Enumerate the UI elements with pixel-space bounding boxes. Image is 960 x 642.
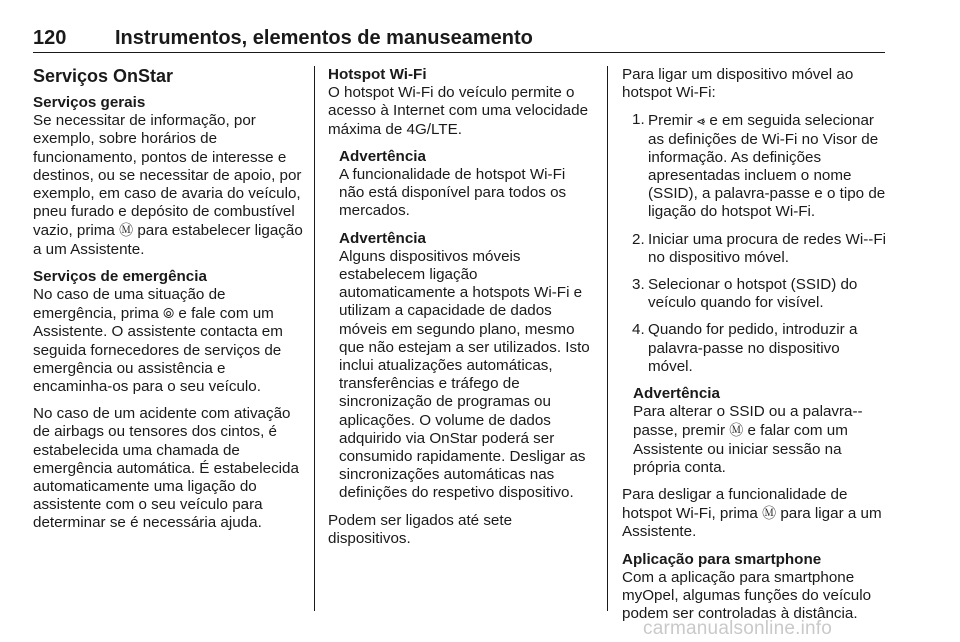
accident-text: No caso de um acidente com ativação de airbags ou tensores dos cintos, é estabelecida uma chamada de emergência automática. É estabelecida automaticamente uma ligação do assistente com o seu veículo para determinar se é necessária ajuda. [33, 405, 299, 532]
note-title: Advertência [633, 385, 720, 403]
page-title: Instrumentos, elementos de manuseamento [115, 27, 533, 49]
note-title: Advertência [339, 229, 426, 247]
emergency-services-heading: Serviços de emergência [33, 267, 207, 285]
page-number: 120 [33, 27, 67, 49]
watermark: carmanualsonline.info [643, 618, 833, 639]
hotspot-heading: Hotspot Wi-Fi [328, 66, 427, 83]
note-hotspot-availability [339, 148, 590, 221]
list-item: 3. Selecionar o hotspot (SSID) do veículo quando for visível. [632, 276, 858, 312]
note-text: Alguns dispositivos móveis estabelecem ligação automaticamente a hotspots Wi-Fi e utilizam a capacidade de dados móveis em segundo plano, mesmo que não estejam a ser utilizados. Isto inclui atualizações automáticas, transferências e tráfego de sincronização de programas ou aplicações. O volume de dados adquirido via OnStar poderá ser consumido rapidamente. Desligar as sincronizações automáticas nas definições do respetivo dispositivo. [339, 247, 590, 502]
column-2 [328, 66, 590, 557]
page-header [33, 28, 885, 53]
emergency-services-text: No caso de uma situação de emergência, prima ⦾ e fale com um Assistente. O assistente contacta em seguida fornecedores de serviços de emergência ou assistência e encaminha-os para o seu veículo. [33, 286, 283, 396]
disable-hotspot-text: Para desligar a funcionalidade de hotspot Wi-Fi, prima Ⓜ para ligar a um Assistente. [622, 486, 882, 541]
list-item: 2. Iniciar uma procura de redes Wi--Fi no dispositivo móvel. [632, 230, 887, 266]
onstar-icon: Ⓜ [762, 505, 777, 522]
note-mobile-data [339, 230, 590, 503]
connect-steps [622, 111, 888, 376]
wifi-icon: ⩹ [696, 112, 706, 129]
note-change-ssid [633, 385, 888, 477]
connect-intro: Para ligar um dispositivo móvel ao hotspot Wi-Fi: [622, 66, 854, 102]
column-3 [622, 66, 888, 632]
note-title: Advertência [339, 147, 426, 165]
column-divider-1 [314, 66, 315, 611]
note-text: A funcionalidade de hotspot Wi-Fi não está disponível para todos os mercados. [339, 166, 567, 220]
list-item: 4. Quando for pedido, introduzir a palavra-passe no dispositivo móvel. [632, 321, 858, 375]
smartphone-app-heading: Aplicação para smartphone [622, 550, 822, 568]
column-divider-2 [607, 66, 608, 611]
onstar-icon: Ⓜ [119, 222, 134, 239]
column-1 [33, 66, 303, 542]
devices-text: Podem ser ligados até sete dispositivos. [328, 511, 513, 547]
list-item: 1. Premir ⩹ e em seguida selecionar as definições de Wi-Fi no Visor de informação. As definições apresentadas incluem o nome (SSID), a palavra-passe e o tipo de ligação do hotspot Wi-Fi. [632, 111, 886, 221]
hotspot-text: O hotspot Wi-Fi do veículo permite o acesso à Internet com uma velocidade máxima de 4G/LTE. [328, 84, 589, 138]
sos-icon: ⦾ [163, 305, 175, 322]
section-title: Serviços OnStar [33, 66, 174, 86]
note-text: Para alterar o SSID ou a palavra--passe, premir Ⓜ e falar com um Assistente ou iniciar sessão na própria conta. [633, 403, 863, 476]
general-services-heading: Serviços gerais [33, 94, 146, 111]
onstar-icon: Ⓜ [729, 422, 744, 439]
general-services-text: Se necessitar de informação, por exemplo, sobre horários de funcionamento, pontos de interesse e destinos, ou se necessitar de apoio, por exemplo, em caso de avaria do veículo, pneu furado e depósito de combustível vazio, prima Ⓜ para estabelecer ligação a um Assistente. [33, 112, 303, 258]
smartphone-app-text: Com a aplicação para smartphone myOpel, algumas funções do veículo podem ser controladas à distância. [622, 568, 872, 623]
